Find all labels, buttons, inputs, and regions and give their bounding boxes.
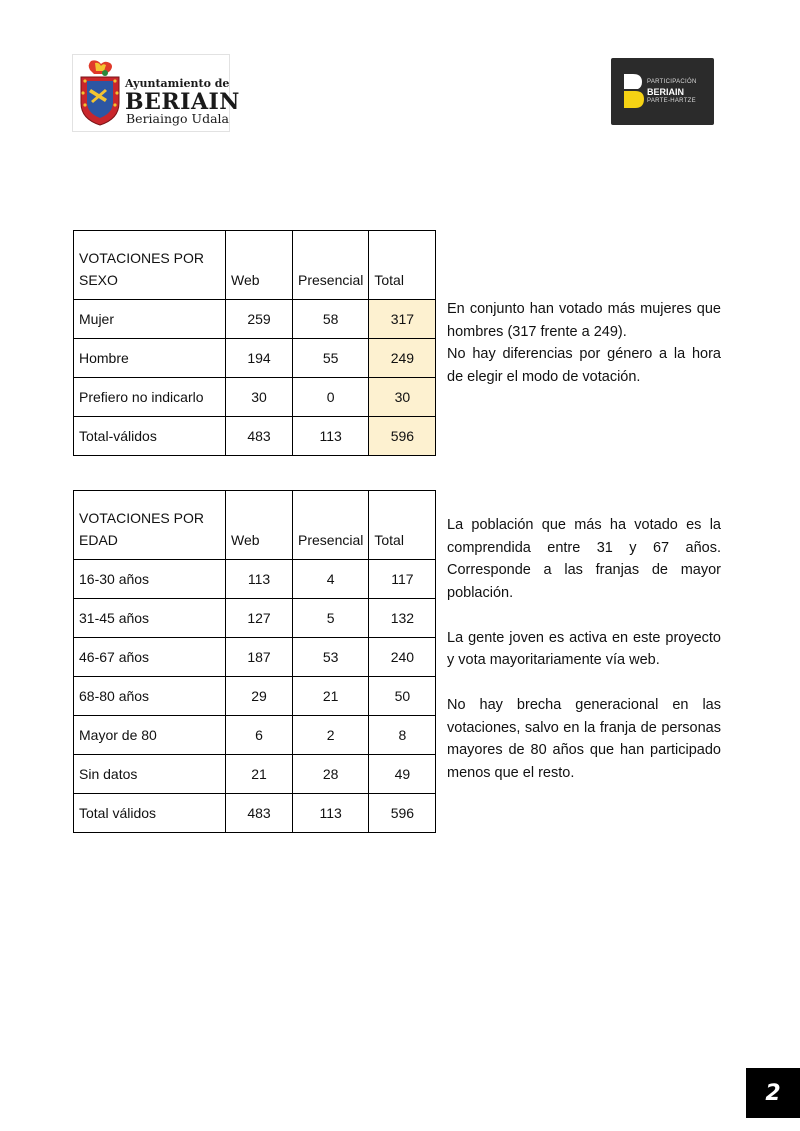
table-row [74,378,436,417]
header-category: VOTACIONES POR SEXO [74,231,226,300]
row-label: Total válidos [74,794,226,833]
table-header-row [74,231,436,300]
comment-edad-p2: La gente joven es activa en este proyecto y vota mayoritariamente vía web. [447,629,721,668]
cell-total: 596 [369,417,436,456]
cell-web: 113 [226,560,293,599]
comment-edad-p1: La población que más ha votado es la comprendida entre 31 y 67 años. Corresponde a las franjas de mayor población. [447,517,721,601]
cell-total: 117 [369,560,436,599]
logo-parte-hartze: PARTE-HARTZE [647,98,696,104]
cell-presencial: 0 [293,378,369,417]
cell-web: 483 [226,417,293,456]
table-row [74,599,436,638]
cell-presencial: 58 [293,300,369,339]
row-label: 16-30 años [74,560,226,599]
cell-presencial: 28 [293,755,369,794]
table-row [74,560,436,599]
cell-presencial: 53 [293,638,369,677]
header-presencial: Presencial [293,231,369,300]
cell-presencial: 4 [293,560,369,599]
header-web: Web [226,491,293,560]
cell-web: 21 [226,755,293,794]
cell-total: 49 [369,755,436,794]
header-total: Total [369,491,436,560]
row-label: Mujer [74,300,226,339]
row-label: 31-45 años [74,599,226,638]
comment-edad [447,514,721,807]
table-row [74,638,436,677]
header-category: VOTACIONES POR EDAD [74,491,226,560]
table-row [74,677,436,716]
cell-web: 259 [226,300,293,339]
cell-total: 50 [369,677,436,716]
cell-total: 317 [369,300,436,339]
cell-total: 30 [369,378,436,417]
cell-total: 8 [369,716,436,755]
comment-edad-p3: No hay brecha generacional en las votaciones, salvo en la franja de personas mayores de 80 años que han participado menos que el resto. [447,697,721,781]
row-label: Hombre [74,339,226,378]
row-label: 46-67 años [74,638,226,677]
cell-presencial: 2 [293,716,369,755]
table-row [74,417,436,456]
cell-presencial: 113 [293,794,369,833]
table-votaciones-sexo [73,230,436,456]
row-label: Sin datos [74,755,226,794]
table-row [74,716,436,755]
logo-beriain: BERIAIN [647,87,685,97]
row-label: Total-válidos [74,417,226,456]
logo-line-1: Ayuntamiento de [125,77,230,90]
logo-participacion: PARTICIPACIÓN [647,79,697,85]
cell-web: 187 [226,638,293,677]
cell-total: 240 [369,638,436,677]
logo-line-3: Beriaingo Udala [126,111,229,126]
cell-total: 596 [369,794,436,833]
header-presencial: Presencial [293,491,369,560]
cell-web: 30 [226,378,293,417]
cell-web: 483 [226,794,293,833]
page-number: 2 [746,1068,800,1118]
cell-presencial: 21 [293,677,369,716]
participacion-logo [611,58,714,125]
cell-web: 127 [226,599,293,638]
coat-of-arms-icon [77,59,123,127]
cell-total: 249 [369,339,436,378]
comment-sexo [447,298,721,388]
cell-total: 132 [369,599,436,638]
cell-web: 29 [226,677,293,716]
table-row [74,794,436,833]
table-row [74,339,436,378]
cell-presencial: 113 [293,417,369,456]
table-votaciones-edad [73,490,436,833]
cell-web: 194 [226,339,293,378]
table-header-row [74,491,436,560]
b-mark-icon [624,74,644,108]
table-row [74,300,436,339]
table-row [74,755,436,794]
row-label: Prefiero no indicarlo [74,378,226,417]
logo-line-2: BERIAIN [125,89,240,115]
row-label: 68-80 años [74,677,226,716]
header-total: Total [369,231,436,300]
comment-sexo-p1: En conjunto han votado más mujeres que hombres (317 frente a 249). [447,301,721,340]
ayuntamiento-logo [72,54,240,132]
row-label: Mayor de 80 [74,716,226,755]
cell-web: 6 [226,716,293,755]
header-web: Web [226,231,293,300]
comment-sexo-p2: No hay diferencias por género a la hora de elegir el modo de votación. [447,346,721,385]
cell-presencial: 5 [293,599,369,638]
cell-presencial: 55 [293,339,369,378]
